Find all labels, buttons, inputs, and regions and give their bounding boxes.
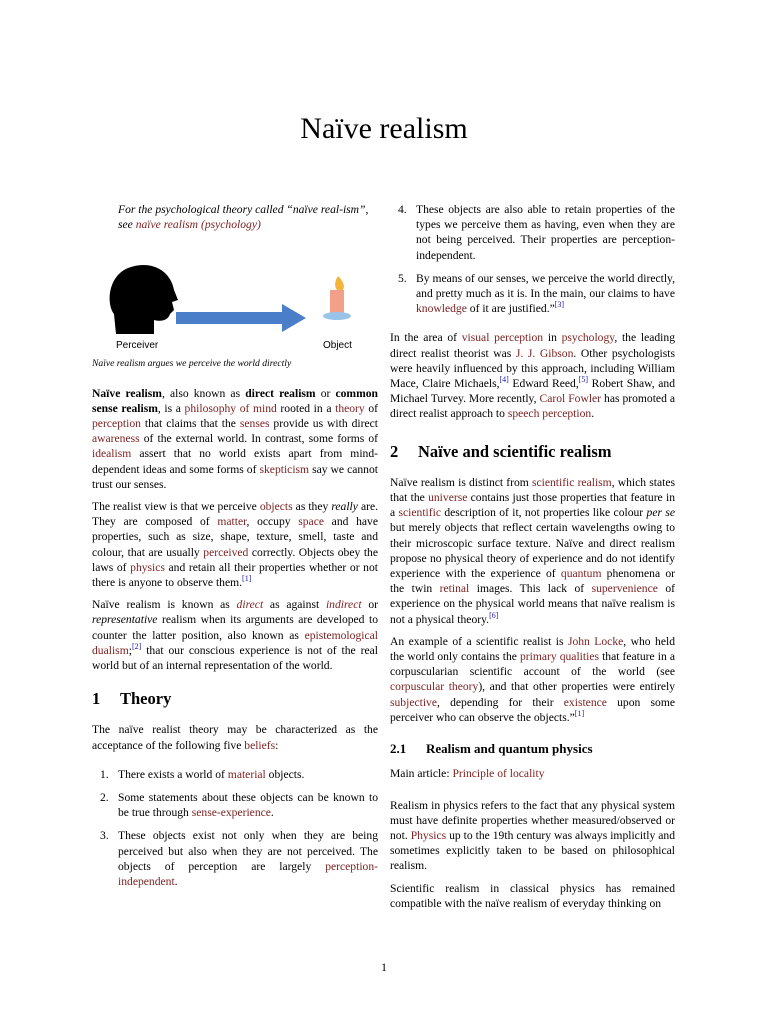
link[interactable]: John Locke (567, 634, 624, 648)
list-item: 4. These objects are also able to retain properties of the types we perceive them as having, even when they are not being perceived. Their properties are perception-independent. (398, 203, 675, 262)
link[interactable]: psychology (561, 331, 615, 345)
naive-scientific-paragraph-2: An example of a scientific realist is John Locke, who held the world only contains the primary qualities that feature in a corpuscularian scientific account of the world (see corpuscular theory), and that other properties were entirely subjective, depending for their existence upon some perceiver who can observe the objects.”[1] (390, 634, 675, 724)
intro-paragraph-2: The realist view is that we perceive objects as they really are. They are composed of matter, occupy space and have properties, such as size, shape, texture, smell, taste and colour, that are usually perceived correctly. Objects obey the laws of physics and retain all their properties whether or not there is anyone to observe them.[1] (92, 500, 378, 590)
link[interactable]: objects (259, 500, 293, 514)
link[interactable]: primary qualities (519, 650, 599, 664)
main-article-note: Main article: Principle of locality (390, 767, 545, 781)
link[interactable]: supervenience (591, 582, 658, 596)
link[interactable]: space (298, 515, 324, 529)
link[interactable]: perception-independent (118, 859, 378, 889)
hatnote: For the psychological theory called “naïve real-ism”, see naïve realism (psychology) (118, 203, 369, 232)
link[interactable]: sense-experience (191, 806, 271, 820)
link[interactable]: awareness (92, 432, 140, 446)
citation[interactable]: [1] (242, 574, 252, 584)
link[interactable]: matter (217, 515, 247, 529)
link[interactable]: quantum (560, 567, 602, 581)
link[interactable]: indirect (325, 598, 362, 612)
perceiver-label: Perceiver (116, 340, 159, 352)
link[interactable]: theory (335, 401, 365, 415)
link[interactable]: direct (236, 598, 264, 612)
link[interactable]: retinal (439, 582, 470, 596)
link[interactable]: scientific realism (531, 475, 612, 489)
naive-scientific-paragraph-1: Naïve realism is distinct from scientific realism, which states that the universe contains just those properties that feature in a scientific description of it, not properties like colour per se but merely objects that reflect certain wavelengths owing to their microscopic surface texture. Naïve and direct realism propose no physical theory of experience and do not identify experience with the experience of quantum phenomena or the twin retinal images. This lack of supervenience of experience on the physical world means that naïve realism is not a physical theory.[6] (390, 475, 675, 626)
list-item: 1. There exists a world of material objects. (100, 767, 305, 781)
section-heading-theory: 1 Theory (92, 689, 172, 709)
theory-paragraph: In the area of visual perception in psychology, the leading direct realist theorist was J. J. Gibson. Other psychologists were heavily influenced by this approach, including William Mace, Claire Michaels,[4] Edward Reed,[5] Robert Shaw, and Michael Turvey. More recently, Carol Fowler has promoted a direct realist approach to speech perception. (390, 331, 676, 421)
beliefs-list-continued (390, 202, 675, 316)
citation[interactable]: [1] (574, 709, 585, 719)
right-column (390, 202, 675, 918)
theory-lead: The naïve realist theory may be characterized as the acceptance of the following five beliefs: (92, 723, 378, 752)
page-number: 1 (381, 960, 387, 974)
intro-paragraph-3: Naïve realism is known as direct as against indirect or representative realism when its arguments are developed to counter the latter position, also known as epistemological dualism;[2] that our conscious experience is not of the real world but of an internal representation of the world. (92, 598, 378, 673)
main-article-link[interactable]: Principle of locality (452, 767, 545, 781)
link[interactable]: idealism (92, 447, 132, 461)
candle-icon (323, 276, 351, 320)
link[interactable]: philosophy of mind (184, 401, 277, 415)
link[interactable]: corpuscular theory (390, 680, 479, 694)
beliefs-list (92, 767, 378, 889)
citation[interactable]: [5] (578, 375, 589, 385)
list-item: 5. By means of our senses, we perceive the world directly, and pretty much as it is. In the main, our claims to have knowledge of it are justified.”[3] (398, 271, 675, 316)
citation[interactable]: [3] (554, 300, 565, 310)
link[interactable]: scientific (398, 506, 441, 520)
head-silhouette-icon (110, 265, 178, 334)
object-label: Object (323, 340, 352, 352)
link[interactable]: epistemological dualism (92, 628, 378, 657)
link[interactable]: speech perception (507, 407, 592, 421)
citation[interactable]: [6] (489, 610, 499, 620)
figure-caption: Naïve realism argues we perceive the world directly (92, 358, 292, 370)
link[interactable]: perception (92, 417, 141, 431)
page-title: Naïve realism (300, 112, 468, 145)
left-column (92, 202, 378, 897)
quantum-paragraph-1: Realism in physics refers to the fact that any physical system must have definite properties whether measured/observed or not. Physics up to the 19th century was always implicitly and sometimes explicitly taken to be based on philosophical realism. (390, 798, 675, 873)
link[interactable]: Physics (410, 828, 447, 842)
citation[interactable]: [2] (131, 642, 142, 651)
arrow-icon (176, 304, 306, 332)
list-item: 2. Some statements about these objects can be known to be true through sense-experience. (100, 791, 378, 820)
link[interactable]: universe (428, 491, 468, 505)
list-item: 3. These objects exist not only when they are being perceived but also when they are not perceived. The objects of perception are largely perception-independent. (100, 829, 378, 889)
link[interactable]: knowledge (416, 302, 467, 316)
intro-paragraph-1: Naïve realism, also known as direct realism or common sense realism, is a philosophy of mind rooted in a theory of perception that claims that the senses provide us with direct awareness of the external world. In contrast, some forms of idealism assert that no world exists apart from mind-dependent ideas and some forms of skepticism say we cannot trust our senses. (92, 386, 378, 491)
figure-perceiver-object (92, 254, 378, 350)
figure-illustration (92, 254, 378, 350)
section-heading-naive-scientific: 2 Naïve and scientific realism (390, 441, 612, 461)
link[interactable]: physics (130, 560, 165, 574)
hatnote-link[interactable]: naïve realism (psychology) (135, 218, 261, 232)
quantum-paragraph-2: Scientific realism in classical physics has remained compatible with the naïve realism of everyday thinking on (390, 881, 675, 910)
link[interactable]: visual perception (461, 331, 544, 345)
link[interactable]: beliefs (244, 738, 276, 752)
link[interactable]: skepticism (259, 462, 310, 476)
link[interactable]: Carol Fowler (539, 392, 602, 406)
citation[interactable]: [4] (499, 375, 509, 385)
link[interactable]: senses (239, 417, 270, 431)
link[interactable]: perceived (203, 545, 249, 559)
link[interactable]: J. J. Gibson (515, 346, 574, 360)
link[interactable]: existence (563, 695, 607, 709)
subsection-heading-quantum: 2.1 Realism and quantum physics (390, 741, 593, 757)
link[interactable]: subjective (390, 695, 438, 709)
link[interactable]: material (227, 767, 266, 781)
